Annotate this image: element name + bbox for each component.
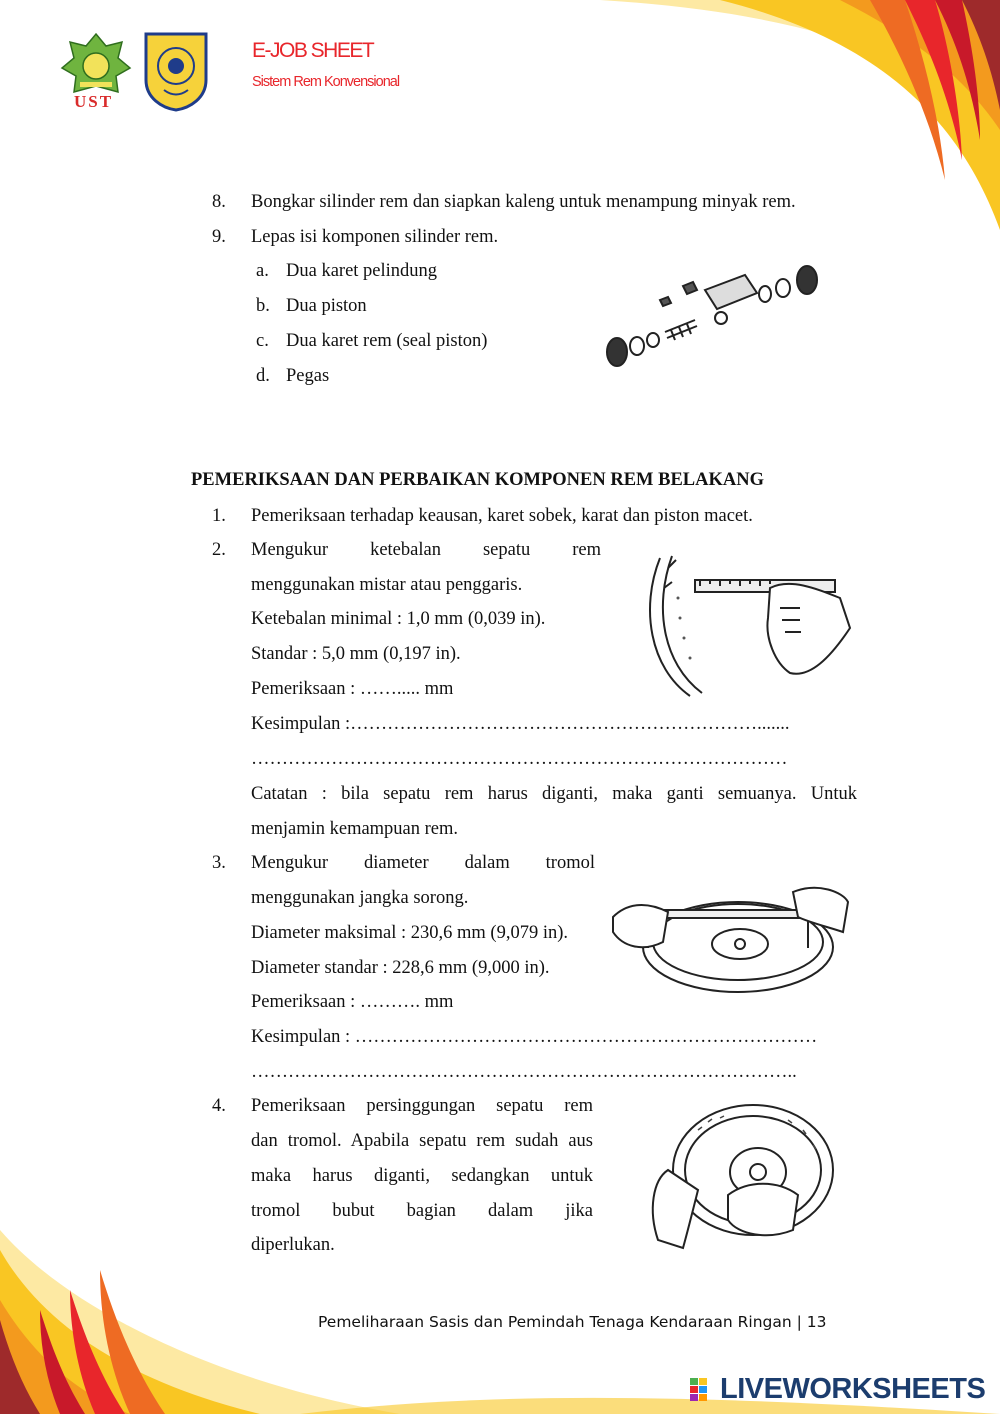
sub-item-text: Dua piston — [286, 296, 367, 316]
page-title: E-JOB SHEET — [252, 39, 374, 62]
step-text: dan tromol. Apabila sepatu rem sudah aus — [251, 1131, 593, 1151]
section-title: PEMERIKSAAN DAN PERBAIKAN KOMPONEN REM BELAKANG — [191, 470, 765, 490]
liveworksheets-watermark: LIVEWORKSHEETS — [720, 1373, 986, 1405]
sub-item-text: Dua karet pelindung — [286, 261, 438, 281]
step-text: Mengukur ketebalan sepatu rem — [251, 540, 601, 560]
conclusion-field-continued[interactable]: …………………………………………………………………………….. — [251, 1062, 797, 1082]
sub-item-letter: b. — [256, 296, 270, 316]
note-text: menjamin kemampuan rem. — [251, 819, 459, 839]
step-text: Lepas isi komponen silinder rem. — [251, 227, 499, 247]
wheel-cylinder-parts-illustration — [595, 250, 835, 380]
ust-logo-text: UST — [74, 92, 114, 111]
measurement-field[interactable]: Pemeriksaan : ………. mm — [251, 992, 454, 1012]
step-number: 2. — [212, 540, 226, 560]
sub-item-text: Dua karet rem (seal piston) — [286, 331, 488, 351]
brake-shoe-measurement-illustration — [640, 548, 855, 698]
step-text: Pemeriksaan persinggungan sepatu rem — [251, 1096, 593, 1116]
step-number: 3. — [212, 853, 226, 873]
step-number: 4. — [212, 1096, 226, 1116]
measurement-field[interactable]: Pemeriksaan : ……..... mm — [251, 679, 454, 699]
step-text: Mengukur diameter dalam tromol — [251, 853, 595, 873]
step-text: menggunakan mistar atau penggaris. — [251, 575, 523, 595]
page-footer: Pemeliharaan Sasis dan Pemindah Tenaga Kendaraan Ringan | 13 — [318, 1313, 827, 1331]
drum-caliper-illustration — [608, 872, 853, 1002]
conclusion-field[interactable]: Kesimpulan :…………………………………………………………....... — [251, 714, 790, 734]
spec-standard: Diameter standar : 228,6 mm (9,000 in). — [251, 958, 550, 978]
note-text: Catatan : bila sepatu rem harus diganti, maka ganti semuanya. Untuk — [251, 784, 857, 804]
page-subtitle: Sistem Rem Konvensional — [252, 74, 400, 90]
step-text: diperlukan. — [251, 1235, 335, 1255]
spec-minimum: Ketebalan minimal : 1,0 mm (0,039 in). — [251, 609, 546, 629]
step-text: Pemeriksaan terhadap keausan, karet sobek, karat dan piston macet. — [251, 506, 753, 526]
conclusion-field-continued[interactable]: …………………………………………………………………………… — [251, 749, 788, 769]
sub-item-letter: a. — [256, 261, 269, 281]
step-text: tromol bubut bagian dalam jika — [251, 1201, 593, 1221]
step-number: 9. — [212, 227, 226, 247]
liveworksheets-icon — [690, 1378, 716, 1402]
smk-logo — [142, 28, 210, 112]
conclusion-field[interactable]: Kesimpulan : ………………………………………………………………… — [251, 1027, 818, 1047]
step-number: 1. — [212, 506, 226, 526]
step-text: Bongkar silinder rem dan siapkan kaleng untuk menampung minyak rem. — [251, 192, 796, 212]
sub-item-letter: d. — [256, 366, 270, 386]
step-number: 8. — [212, 192, 226, 212]
spec-standard: Standar : 5,0 mm (0,197 in). — [251, 644, 461, 664]
drum-contact-illustration — [638, 1100, 838, 1250]
sub-item-text: Pegas — [286, 366, 330, 386]
step-text: maka harus diganti, sedangkan untuk — [251, 1166, 593, 1186]
spec-maximum: Diameter maksimal : 230,6 mm (9,079 in). — [251, 923, 569, 943]
sub-item-letter: c. — [256, 331, 269, 351]
step-text: menggunakan jangka sorong. — [251, 888, 469, 908]
